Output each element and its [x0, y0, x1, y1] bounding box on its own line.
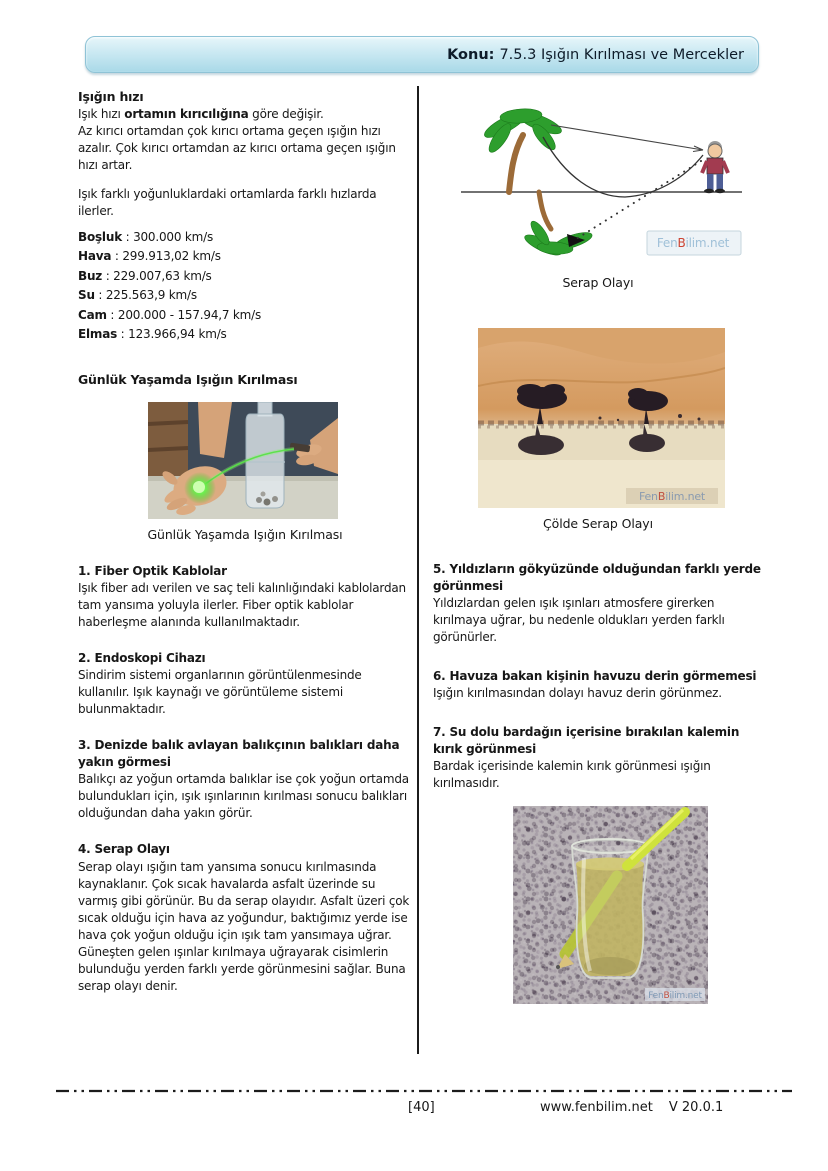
speed-paragraph-2: Işık farklı yoğunluklardaki ortamlarda farklı hızlarda ilerler. [78, 186, 377, 218]
topic-title: 7.5.3 Işığın Kırılması ve Mercekler [499, 46, 744, 63]
item-body: Işığın kırılmasından dolayı havuz derin görünmez. [433, 685, 722, 700]
mirage-diagram [455, 95, 748, 267]
colon: : [121, 229, 134, 244]
mirage-palm-tree [522, 219, 594, 259]
footer-site-info [540, 1100, 723, 1115]
fenbilim-watermark [626, 488, 718, 504]
site-url: www.fenbilim.net [540, 1100, 653, 1115]
speed-value: 225.563,9 km/s [105, 288, 197, 303]
speed-value: 299.913,02 km/s [122, 249, 221, 264]
item-title: 7. Su dolu bardağın içerisine bırakılan kalemin kırık görünmesi [433, 724, 740, 756]
palm-trunk [509, 135, 523, 192]
desert-caption: Çölde Serap Olayı [543, 515, 653, 531]
column-divider [417, 86, 419, 1054]
speed-row [78, 306, 412, 325]
item-title: 6. Havuza bakan kişinin havuzu derin görmemesi [433, 668, 757, 683]
speed-paragraph: Az kırıcı ortamdan çok kırıcı ortama geçen ışığın hızı azalır. Çok kırıcı ortamdan az kırıcı ortama geçen ışığın hızı artar. [78, 123, 396, 172]
laser-photo-caption: Günlük Yaşamda Işığın Kırılması [147, 527, 343, 543]
direct-ray [551, 125, 703, 150]
fenbilim-watermark [645, 988, 705, 1001]
list-item [78, 650, 412, 718]
colon: : [111, 249, 123, 264]
speed-value: 300.000 km/s [133, 229, 214, 244]
item-title: 3. Denizde balık avlayan balıkçının balıkları daha yakın görmesi [78, 738, 400, 770]
medium-label: Cam [78, 307, 107, 322]
speed-row [78, 267, 412, 286]
mirage-palm-trunk [539, 192, 551, 229]
medium-label: Buz [78, 268, 103, 283]
palm-tree [481, 108, 564, 156]
speed-value: 229.007,63 km/s [113, 268, 212, 283]
fenbilim-watermark [647, 231, 741, 255]
light-speed-list [78, 228, 412, 345]
intro-post: göre değişir. [248, 106, 324, 121]
medium-label: Hava [78, 249, 112, 264]
topic-label: Konu: [447, 46, 495, 63]
colon: : [117, 327, 129, 342]
medium-label: Boşluk [78, 229, 122, 244]
apparent-sight-line [573, 161, 701, 241]
mirage-caption: Serap Olayı [562, 275, 634, 290]
item-body: Bardak içerisinde kalemin kırık görünmesi ışığın kırılmasıdır. [433, 758, 711, 790]
colon: : [94, 288, 106, 303]
medium-label: Su [78, 288, 95, 303]
topic-header-bar [85, 36, 759, 73]
item-body: Işık fiber adı verilen ve saç teli kalınlığındaki kablolardan tam yansıma yoluyla ilerler. Fiber optik kablolar haberleşme alanında kullanılmaktadır. [78, 581, 406, 630]
list-item [78, 737, 412, 822]
list-item [78, 563, 412, 631]
colon: : [102, 268, 114, 283]
list-item [433, 668, 763, 702]
speed-row [78, 247, 412, 266]
item-title: 4. Serap Olayı [78, 842, 170, 857]
medium-label: Elmas [78, 327, 118, 342]
list-item [433, 561, 763, 646]
footer-divider-line [56, 1089, 792, 1093]
laser-refraction-photo [148, 402, 338, 519]
speed-value: 200.000 - 157.94,7 km/s [117, 307, 262, 322]
desert-mirage-photo [478, 328, 725, 508]
svg-text:FenBilim.net: FenBilim.net [648, 990, 702, 1001]
speed-value: 123.966,94 km/s [128, 327, 227, 342]
colon: : [106, 307, 118, 322]
left-column [78, 88, 412, 995]
version-label: V 20.0.1 [668, 1100, 724, 1115]
daily-life-heading: Günlük Yaşamda Işığın Kırılması [78, 371, 298, 387]
item-title: 2. Endoskopi Cihazı [78, 651, 206, 666]
speed-row [78, 325, 412, 344]
svg-text:FenBilim.net: FenBilim.net [638, 489, 706, 503]
speed-row [78, 228, 412, 247]
observer-figure [702, 141, 728, 193]
speed-section-heading: Işığın hızı [78, 89, 144, 104]
svg-text:FenBilim.net: FenBilim.net [656, 236, 730, 250]
item-title: 5. Yıldızların gökyüzünde olduğundan farklı yerde görünmesi [433, 561, 761, 593]
intro-bold: ortamın kırıcılığına [124, 106, 249, 121]
speed-row [78, 286, 412, 305]
item-body: Yıldızlardan gelen ışık ışınları atmosfere girerken kırılmaya uğrar, bu nedenle oldukları yerden farklı görünürler. [433, 595, 725, 644]
page-number: [40] [408, 1100, 435, 1115]
intro-pre: Işık hızı [78, 106, 125, 121]
speed-intro-line [78, 106, 412, 123]
glass-pencil-photo [513, 806, 708, 1004]
right-column [433, 95, 763, 1004]
item-body: Balıkçı az yoğun ortamda balıklar ise çok yoğun ortamda bulundukları için, ışık ışınlarının kırılması sonucu balıkları olduğundan daha yakın görür. [78, 772, 409, 821]
list-item [433, 724, 763, 792]
list-item [78, 841, 412, 994]
item-body: Sindirim sistemi organlarının görüntülenmesinde kullanılır. Işık kaynağı ve görüntüleme sistemi bulunmaktadır. [78, 668, 362, 717]
item-body: Serap olayı ışığın tam yansıma sonucu kırılmasında kaynaklanır. Çok sıcak havalarda asfalt üzerinde su varmış gibi görünür. Bu da serap olayıdır. Asfalt üzeri çok sıcak olduğu için hava az yoğundur, baktığımız yerde ise hava çok yoğun olduğu için ışık tam yansımaya uğrar. Güneşten gelen ışınlar kırılmaya uğrayarak cisimlerin bulunduğu yerden farklı yerde görünmesini sağlar. Buna serap olayı denir. [78, 859, 410, 993]
item-title: 1. Fiber Optik Kablolar [78, 564, 227, 579]
